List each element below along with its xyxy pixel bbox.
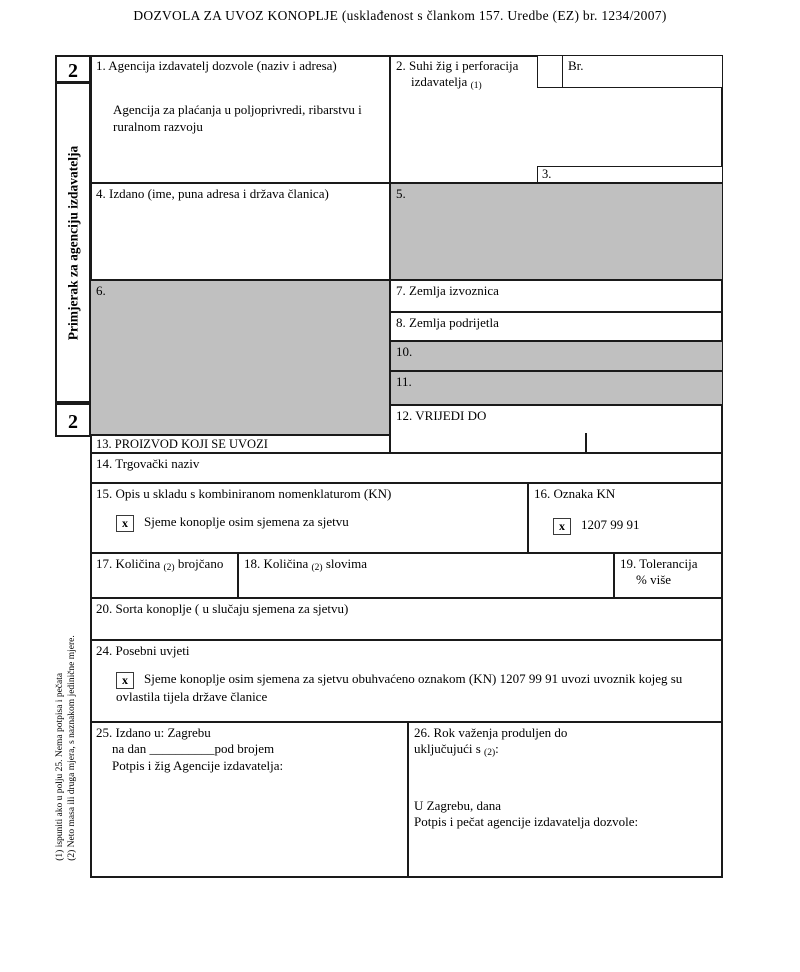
box-25-line3: Potpis i žig Agencije izdavatelja: [112,757,284,773]
box-10-label: 10. [396,344,413,359]
box-16-checkbox[interactable]: x [553,518,571,535]
footnote-2: (2) Neto masa ili druga mjera, s naznakom jedinične mjere. [67,634,78,861]
box-18-quantity-words: 18. Količina (2) slovima [238,553,614,598]
box-24-option: Sjeme konoplje osim sjemena za sjetvu obuhvaćeno oznakom (KN) 1207 99 91 uvozi uvoznik kojeg su ovlastila tijela države članice [116,671,683,704]
box-7-label: 7. Zemlja izvoznica [396,283,499,298]
box-2-label-line2: izdavatelja (1) [411,74,482,92]
box-19-label-line2: % više [636,572,672,588]
box-2-label-line1: 2. Suhi žig i perforacija [396,58,519,73]
footnote-ref-2: (2) [311,563,323,573]
box-26-line2: uključujući s (2): [414,741,499,759]
box-4-issued-to [90,183,390,280]
box-11-shaded [390,371,723,405]
box-4-label: 4. Izdano (ime, puna adresa i država članica) [96,186,329,201]
box-3 [537,166,723,183]
box-19-label-line1: 19. Tolerancija [620,556,698,571]
box-13-imported-product [90,435,390,453]
box-7-exporting-country [390,280,723,312]
box-20-label: 20. Sorta konoplje ( u slučaju sjemena za sjetvu) [96,601,349,616]
box-26-line4: Potpis i pečat agencije izdavatelja dozvole: [414,814,639,830]
box-16-code: 1207 99 91 [581,517,640,533]
box-6-label: 6. [96,283,106,298]
box-12-valid-until [390,405,723,453]
box-1-value: Agencija za plaćanja u poljoprivredi, ribarstvu i ruralnom razvoju [113,102,362,134]
box-8-label: 8. Zemlja podrijetla [396,315,499,330]
box-26-line1: 26. Rok važenja produljen do [414,725,568,740]
box-5-label: 5. [396,186,406,201]
box-14-label: 14. Trgovački naziv [96,456,200,471]
box-13-label: 13. PROIZVOD KOJI SE UVOZI [96,437,268,451]
box-25-line1: 25. Izdano u: Zagrebu [96,725,211,740]
box-2-br-label: Br. [568,58,584,73]
box-15-checkbox[interactable]: x [116,515,134,532]
box-16-cn-code [528,483,723,553]
box-11-label: 11. [396,374,412,389]
copy-number-top: 2 [55,55,91,83]
copy-number-bottom: 2 [55,403,91,437]
box-5-shaded [390,183,723,280]
box-1-label: 1. Agencija izdavatelj dozvole (naziv i adresa) [96,58,337,73]
box-14-trade-name [90,453,723,483]
box-15-label: 15. Opis u skladu s kombiniranom nomenklaturom (KN) [96,486,392,501]
box-25-issued-at [90,722,408,878]
copy-label-strip [55,82,91,403]
form-title: DOZVOLA ZA UVOZ KONOPLJE (usklađenost s člankom 157. Uredbe (EZ) br. 1234/2007) [133,8,667,23]
footnote-ref-2: (2) [163,563,175,573]
box-10-shaded [390,341,723,371]
box-12-divider-tick [585,433,587,452]
box-26-line3: U Zagrebu, dana [414,798,501,814]
footnote-ref-2: (2) [484,748,496,759]
box-20-hemp-variety [90,598,723,640]
box-6-shaded [90,280,390,435]
footnotes [46,575,86,920]
footnote-1: (1) ispuniti ako u polju 25. Nema potpisa i pečata [55,672,66,861]
box-15-cn-description [90,483,528,553]
box-19-tolerance [614,553,723,598]
footnote-ref-1: (1) [470,81,482,92]
box-25-line2: na dan __________pod brojem [112,741,275,757]
box-24-checkbox[interactable]: x [116,672,134,689]
box-24-special-conditions [90,640,723,722]
box-1-issuing-agency [90,55,390,183]
box-2-br-field [562,55,723,88]
box-8-country-of-origin [390,312,723,341]
box-12-label: 12. VRIJEDI DO [396,408,487,423]
box-16-label: 16. Oznaka KN [534,486,616,501]
box-24-label: 24. Posebni uvjeti [96,643,190,658]
box-2-small-field [537,55,563,88]
box-15-option: Sjeme konoplje osim sjemena za sjetvu [144,514,349,530]
box-3-label: 3. [542,167,552,181]
box-26-validity-extension [408,722,723,878]
copy-label: Primjerak za agenciju izdavatelja [65,145,81,340]
box-17-quantity-figures: 17. Količina (2) brojčano [90,553,238,598]
